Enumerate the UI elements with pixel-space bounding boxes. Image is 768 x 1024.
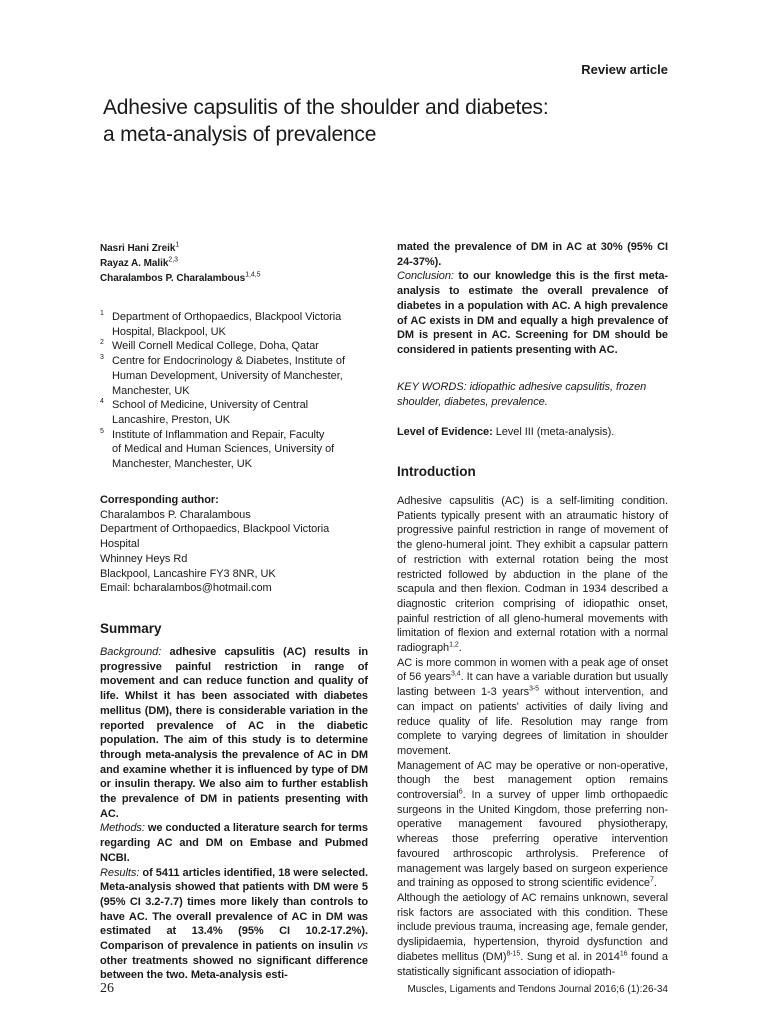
affiliation: 1 Department of Orthopaedics, Blackpool Victoria Hospital, Blackpool, UK	[100, 310, 342, 338]
intro-paragraph: AC is more common in women with a peak age of onset of 56 years$^{3,4}$. It can have a variable duration but usually lasting between 1-3 years$^{3-5}$ without intervention, and can impact on patients' activities of daily living and reduce quality of life. Resolution may range from complete to varying degrees of limitation in shoulder movement.	[397, 656, 668, 757]
affiliation: 4 School of Medicine, University of Central Lancashire, Preston, UK	[100, 398, 309, 426]
summary-conclusion: Conclusion: to our knowledge this is the first meta-analysis to estimate the overall prevalence of diabetes in a population with AC. A high prevalence of AC exists in DM and equally a high prevalence of DM is present in AC. Screening for DM should be considered in patients presenting with AC.	[397, 270, 668, 356]
page-number: 26	[100, 981, 114, 996]
author: Charalambos P. Charalambous$^{1,4,5}$	[100, 271, 261, 284]
keywords: KEY WORDS: idiopathic adhesive capsulitis, frozen shoulder, diabetes, prevalence.	[397, 381, 647, 408]
journal-citation: Muscles, Ligaments and Tendons Journal 2016;6 (1):26-34	[407, 984, 668, 995]
summary-body	[100, 645, 368, 983]
intro-paragraph: Adhesive capsulitis (AC) is a self-limiting condition. Patients typically present with an atraumatic history of progressive painful restriction in range of movement of the gleno-humeral joint. They exhibit a capsular pattern of restriction with external rotation being the most restricted followed by abduction in the plane of the scapula and then flexion. Codman in 1934 described a diagnostic criterion comprising of idiopathic onset, painful restriction of all gleno-humeral movements with limitation of flexion and external rotation with a normal radiograph$^{1,2}$.	[397, 495, 668, 655]
article-type-label: Review article	[581, 62, 668, 77]
summary-heading: Summary	[100, 621, 162, 636]
corresponding-email: Email: bcharalambos@hotmail.com	[100, 582, 272, 595]
affiliation: 3 Centre for Endocrinology & Diabetes, Institute of Human Development, University of Manchester, Manchester, UK	[100, 354, 345, 397]
summary-background: Background: adhesive capsulitis (AC) results in progressive painful restriction in range of movement and can reduce function and quality of life. Whilst it has been associated with diabetes mellitus (DM), there is considerable variation in the reported prevalence of AC in the diabetic population. The aim of this study is to determine through meta-analysis the prevalence of AC in DM and examine whether it is influenced by type of DM or insulin therapy. We also aim to further establish the prevalence of DM in patients presenting with AC.	[100, 646, 368, 820]
title-line-1: Adhesive capsulitis of the shoulder and diabetes:	[103, 96, 549, 119]
author-list	[100, 241, 368, 286]
affiliation-list	[100, 310, 368, 472]
author: Rayaz A. Malik$^{2,3}$	[100, 256, 178, 269]
affiliation: 2 Weill Cornell Medical College, Doha, Qatar	[100, 339, 319, 353]
author: Nasri Hani Zreik$^1$	[100, 241, 180, 254]
introduction-heading: Introduction	[397, 464, 476, 479]
summary-results-continued: mated the prevalence of DM in AC at 30% (95% CI 24-37%).	[397, 241, 668, 268]
introduction-body	[397, 494, 668, 979]
corresponding-heading: Corresponding author:	[100, 494, 219, 506]
title-line-2: a meta-analysis of prevalence	[103, 123, 377, 146]
intro-paragraph: Although the aetiology of AC remains unknown, several risk factors are associated with this condition. These include previous trauma, increasing age, female gender, dyslipidaemia, hypertension, thyroid dysfunction and diabetes mellitus (DM)$^{8-15}$. Sung et al. in 2014$^{16}$ found a statistically significant association of idiopath-	[397, 891, 668, 978]
summary-continued	[397, 240, 668, 358]
level-of-evidence: Level of Evidence: Level III (meta-analysis).	[397, 426, 615, 438]
intro-paragraph: Management of AC may be operative or non-operative, though the best management option remains controversial$^6$. In a survey of upper limb orthopaedic surgeons in the United Kingdom, those preferring non-operative management favoured physiotherapy, whereas those preferring operative intervention favoured arthroscopic arthrolysis. Preference of management was largely based on surgeon experience and training as opposed to strong scientific evidence$^7$.	[397, 759, 668, 890]
summary-results: Results: of 5411 articles identified, 18 were selected. Meta-analysis showed that patients with DM were 5 (95% CI 3.2-7.7) times more likely than controls to have AC. The overall prevalence of AC in DM was estimated at 13.4% (95% CI 10.2-17.2%). Comparison of prevalence in patients on insulin vs other treatments showed no significant difference between the two. Meta-analysis esti-	[100, 866, 368, 982]
article-title	[103, 94, 683, 148]
corresponding-author: Corresponding author: Charalambos P. Charalambous Department of Orthopaedics, Blackpool Victoria Hospital Whinney Heys Rd Blackpool, Lancashire FY3 8NR, UK Email: bcharalambos@hotmail.com	[100, 493, 368, 596]
summary-methods: Methods: we conducted a literature search for terms regarding AC and DM on Embase and Pubmed NCBI.	[100, 822, 368, 864]
affiliation: 5 Institute of Inflammation and Repair, Faculty of Medical and Human Sciences, University of Manchester, Manchester, UK	[100, 427, 335, 471]
